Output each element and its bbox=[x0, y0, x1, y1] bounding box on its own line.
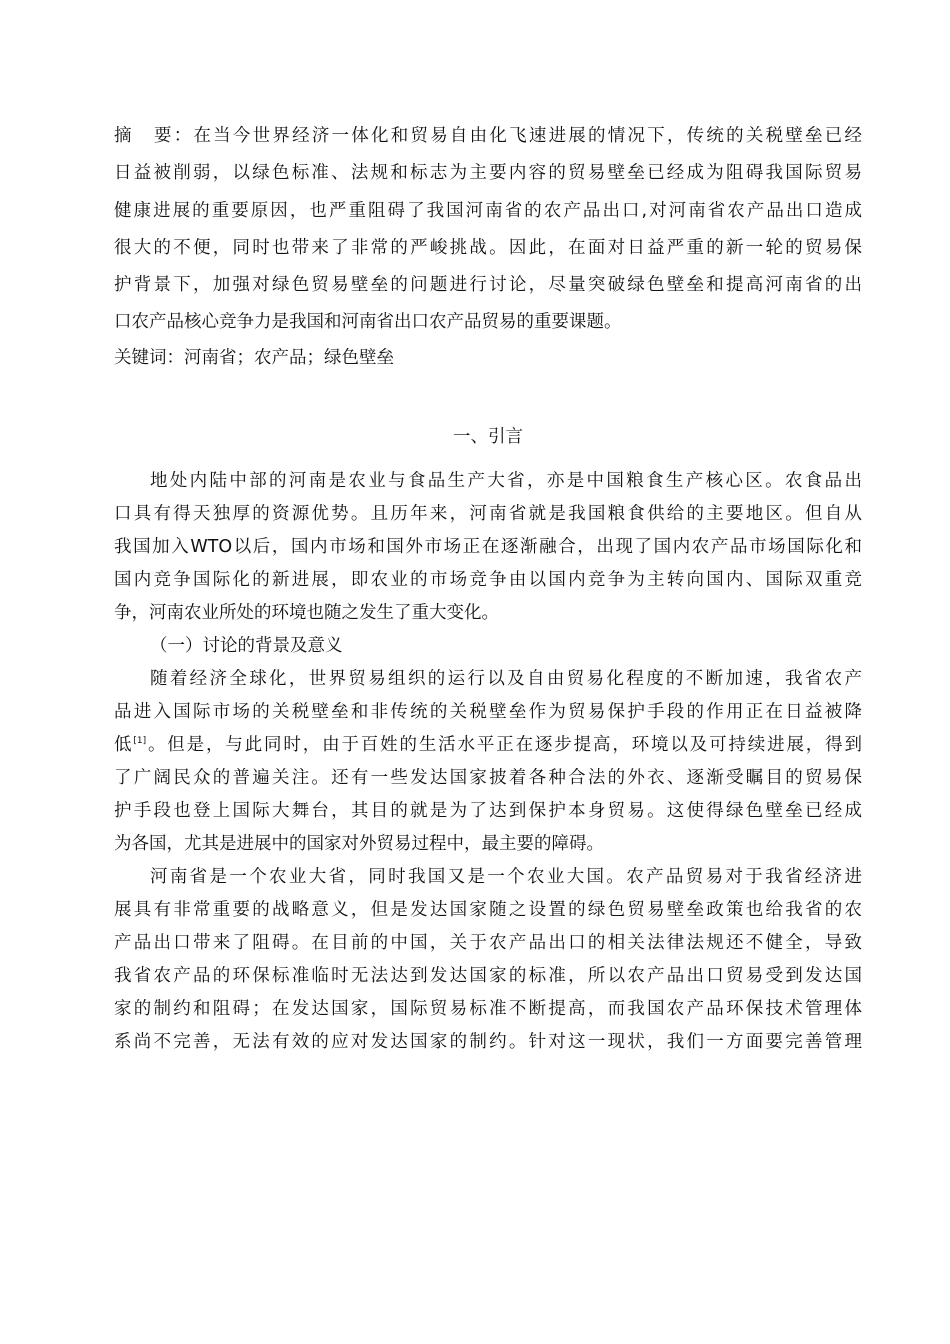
abstract-line: 护背景下，加强对绿色贸易壁垒的问题进行讨论，尽量突破绿色壁垒和提高河南省的出 bbox=[114, 275, 862, 296]
paragraph-line: 产品出口带来了阻碍。在目前的中国，关于农产品出口的相关法律法规还不健全，导致 bbox=[114, 932, 862, 953]
paragraph-line: 口具有得天独厚的资源优势。且历年来，河南省就是我国粮食供给的主要地区。但自从 bbox=[114, 503, 862, 524]
text-segment: 。但是，与此同时，由于百姓的生活水平正在逐步提高，环境以及可持续进展，得到 bbox=[146, 734, 863, 755]
abstract-line: 很大的不便，同时也带来了非常的严峻挑战。因此，在面对日益严重的新一轮的贸易保 bbox=[114, 237, 862, 258]
abstract-section bbox=[114, 118, 862, 342]
paragraph-line: 随着经济全球化，世界贸易组织的运行以及自由贸易化程度的不断加速，我省农产 bbox=[150, 668, 862, 689]
keywords: 关键词：河南省；农产品；绿色壁垒 bbox=[114, 347, 394, 368]
paragraph-line bbox=[114, 729, 862, 762]
paragraph-line: 为各国，尤其是进展中的国家对外贸易过程中，最主要的障碍。 bbox=[114, 833, 604, 854]
paragraph-line: 争，河南农业所处的环境也随之发生了重大变化。 bbox=[114, 602, 499, 623]
abstract-line bbox=[114, 118, 862, 155]
paragraph-line: 护手段也登上国际大舞台，其目的就是为了达到保护本身贸易。这使得绿色壁垒已经成 bbox=[114, 800, 862, 821]
abstract-line: 日益被削弱，以绿色标准、法规和标志为主要内容的贸易壁垒已经成为阻碍我国际贸易 bbox=[114, 163, 862, 184]
abstract-label-a: 摘 bbox=[114, 126, 134, 146]
document-page bbox=[114, 118, 862, 1059]
abstract-label-b: 要： bbox=[151, 126, 194, 146]
text-segment: 低 bbox=[114, 734, 134, 755]
abstract-text: 在当今世界经济一体化和贸易自由化飞速进展的情况下，传统的关税壁垒已经 bbox=[193, 126, 863, 146]
subsection-title-background: （一）讨论的背景及意义 bbox=[150, 635, 343, 656]
paragraph-line: 河南省是一个农业大省，同时我国又是一个农业大国。农产品贸易对于我省经济进 bbox=[150, 866, 862, 887]
abstract-line: 健康进展的重要原因，也严重阻碍了我国河南省的农产品出口,对河南省农产品出口造成 bbox=[114, 200, 862, 221]
paragraph-line: 家的制约和阻碍；在发达国家，国际贸易标准不断提高，而我国农产品环保技术管理体 bbox=[114, 998, 862, 1019]
paragraph-line: 了广阔民众的普遍关注。还有一些发达国家披着各种合法的外衣、逐渐受瞩目的贸易保 bbox=[114, 767, 862, 788]
paragraph-3 bbox=[114, 861, 862, 1059]
paragraph-line: 我省农产品的环保标准临时无法达到发达国家的标准，所以农产品出口贸易受到发达国 bbox=[114, 965, 862, 986]
paragraph-2 bbox=[114, 663, 862, 861]
abstract-line: 口农产品核心竞争力是我国和河南省出口农产品贸易的重要课题。 bbox=[114, 312, 622, 333]
citation-ref: [1] bbox=[133, 735, 147, 746]
paragraph-line: 国内竞争国际化的新进展，即农业的市场竞争由以国内竞争为主转向国内、国际双重竞 bbox=[114, 569, 862, 590]
section-title-introduction: 一、引言 bbox=[453, 426, 523, 447]
paragraph-line: 系尚不完善，无法有效的应对发达国家的制约。针对这一现状，我们一方面要完善管理 bbox=[114, 1031, 862, 1052]
paragraph-1 bbox=[114, 465, 862, 630]
paragraph-line: 地处内陆中部的河南是农业与食品生产大省，亦是中国粮食生产核心区。农食品出 bbox=[150, 470, 862, 491]
paragraph-line: 我国加入WTO以后，国内市场和国外市场正在逐渐融合，出现了国内农产品市场国际化和 bbox=[114, 536, 862, 557]
paragraph-line: 品进入国际市场的关税壁垒和非传统的关税壁垒作为贸易保护手段的作用正在日益被降 bbox=[114, 701, 862, 722]
paragraph-line: 展具有非常重要的战略意义，但是发达国家随之设置的绿色贸易壁垒政策也给我省的农 bbox=[114, 899, 862, 920]
